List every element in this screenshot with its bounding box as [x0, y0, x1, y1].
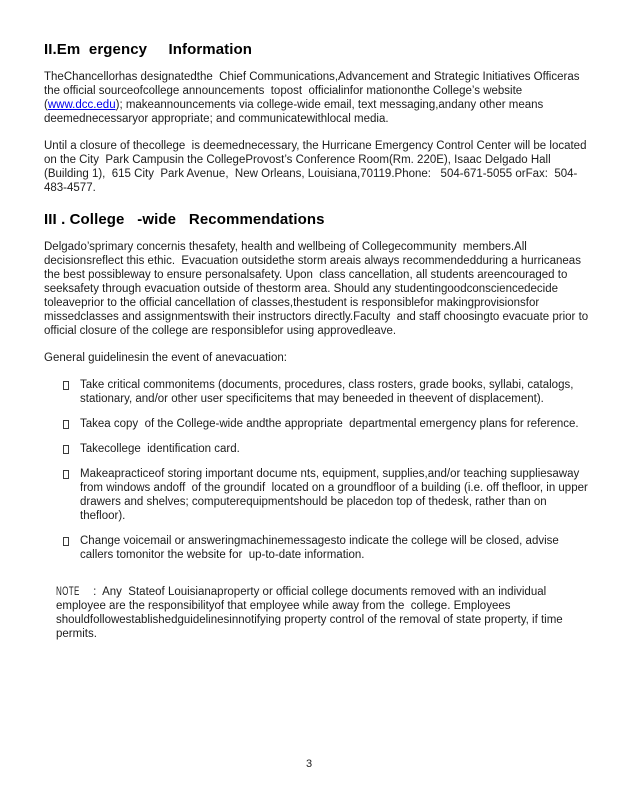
section-heading-college-wide-recommendations: III . College -wide Recommendations [44, 211, 325, 228]
page-number: 3 [305, 758, 313, 770]
list-item-storing-documents [62, 467, 590, 523]
paragraph-chancellor-announcements [44, 70, 591, 126]
list-item-identification-card [62, 442, 590, 456]
paragraph-text-after-link: ); makeannouncements via college-wide email, text messaging,andany other means deemednecessaryor appropriate; and communicatewithlocal media. [44, 99, 547, 125]
list-item-critical-items [62, 378, 590, 406]
square-bullet-icon [63, 445, 69, 454]
paragraph-emergency-control-center: Until a closure of thecollege is deemednecessary, the Hurricane Emergency Control Center will be located on the City Park Campusin the CollegeProvost’s Conference Room(Rm. 220E), Isaac Delgado Hall (Building 1), 615 City Park Avenue, New Orleans, Louisiana,70119.Phone: 504-671-5055 orFax: 504-483-4577. [44, 140, 590, 194]
guidelines-intro: General guidelinesin the event of anevacuation: [44, 352, 287, 364]
square-bullet-icon [63, 420, 69, 429]
list-item-voicemail-message [62, 534, 590, 562]
note-text: : Any Stateof Louisianaproperty or official college documents removed with an individual employee are the responsibilityof that employee while away from the college. Employees shouldfollowestablishedguidelinesinnotifying property control of the removal of state property, if time permits. [56, 586, 566, 640]
list-item-text: Take critical commonitems (documents, procedures, class rosters, grade books, syllabi, catalogs, stationary, and/or other user specificitems that may beneeded in theevent of displacement). [80, 379, 577, 405]
paragraph-evacuation-policy: Delgado’sprimary concernis thesafety, health and wellbeing of Collegecommunity members.All decisionsreflect this ethic. Evacuation outsidethe storm areais always recommendedduring a hurricaneas the best possibleway to ensure personalsafety. Upon class cancellation, all students areencouraged to seeksafety through evacuation outside of thestorm area. Should any studentingoodconsciencedecide toleaveprior to the official cancellation of classes,thestudent is responsiblefor makingprovisionsfor missedclasses and assignmentswith their instructors directly.Faculty and staff choosingto evacuate prior to official closure of the college are responsiblefor using approvedleave. [44, 241, 592, 337]
paragraph-text-before-link: TheChancellorhas designatedthe Chief Communications,Advancement and Strategic Initiatives Officeras the official sourceofcollege announcements topost officialinfor mationonthe College’s website ( [44, 71, 586, 111]
section-heading-emergency-information: II.Em ergency Information [44, 41, 253, 58]
list-item-text: Takea copy of the College-wide andthe appropriate departmental emergency plans for reference. [80, 418, 579, 430]
list-item-emergency-plans [62, 417, 590, 431]
document-content [44, 41, 591, 641]
dcc-website-link[interactable]: www.dcc.edu [47, 99, 116, 111]
note-label: NOTE [56, 586, 80, 598]
square-bullet-icon [63, 537, 69, 546]
square-bullet-icon [63, 470, 69, 479]
list-item-text: Makeapracticeof storing important docume nts, equipment, supplies,and/or teaching suppliesaway from windows andoff of the groundif located on a groundfloor of a building (i.e. off thefloor, in upper drawers and shelves; computerequipmentshould be placedon top of thedesk, rather than on thefloor). [80, 468, 592, 522]
list-item-text: Change voicemail or answeringmachinemessagesto indicate the college will be closed, advise callers tomonitor the website for up-to-date information. [80, 535, 562, 561]
evacuation-guidelines-list [44, 378, 591, 562]
list-item-text: Takecollege identification card. [80, 443, 240, 455]
note-paragraph [56, 585, 583, 641]
square-bullet-icon [63, 381, 69, 390]
